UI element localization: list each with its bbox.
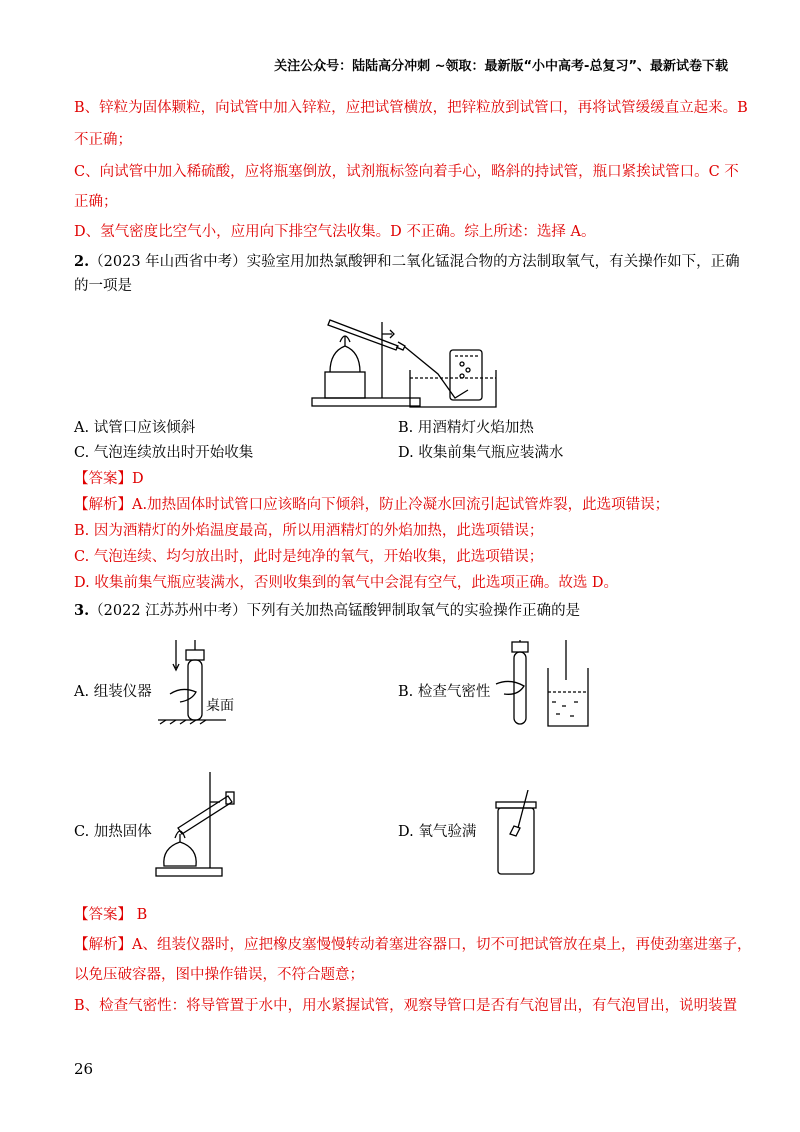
prev-analysis-b-line1: B、锌粒为固体颗粒，向试管中加入锌粒，应把试管横放，把锌粒放到试管口，再将试管缓缓直立起来。B xyxy=(74,100,748,116)
q3-figure-c-heating xyxy=(150,768,250,878)
q2-analysis-c: C. 气泡连续、均匀放出时，此时是纯净的氧气，开始收集，此选项错误； xyxy=(74,549,544,565)
answer-label: 【答案】 xyxy=(74,907,132,923)
answer-label: 【答案】 xyxy=(74,471,132,487)
q3-option-c: C. 加热固体 xyxy=(74,824,152,840)
q2-analysis-d: D. 收集前集气瓶应装满水，否则收集到的氧气中会混有空气，此选项正确。故选 D。 xyxy=(74,575,619,591)
page-header: 关注公众号：陆陆高分冲刺 ~领取：最新版“小中高考-总复习”、最新试卷下载 xyxy=(274,59,728,74)
q3-option-b: B. 检查气密性 xyxy=(398,684,491,700)
q2-apparatus-figure xyxy=(310,312,500,412)
q3-figure-b-airtight xyxy=(490,640,600,730)
q2-option-c: C. 气泡连续放出时开始收集 xyxy=(74,445,254,461)
page-number: 26 xyxy=(74,1060,94,1078)
q2-answer xyxy=(74,469,144,489)
prev-analysis-c-line1: C、向试管中加入稀硫酸，应将瓶塞倒放，试剂瓶标签向着手心，略斜的持试管，瓶口紧挨试管口。C 不 xyxy=(74,164,739,180)
q3-figure-a-label: 桌面 xyxy=(206,698,234,714)
q3-figure-a-assemble xyxy=(156,638,246,728)
q3-answer xyxy=(74,905,147,925)
analysis-label: 【解析】 xyxy=(74,497,132,513)
q3-analysis-a-line2: 以免压破容器，图中操作错误，不符合题意； xyxy=(74,967,364,983)
q2-analysis-b: B. 因为酒精灯的外焰温度最高，所以用酒精灯的外焰加热，此选项错误； xyxy=(74,523,544,539)
q3-option-d: D. 氧气验满 xyxy=(398,824,477,840)
q2-stem-text: （2023 年山西省中考）实验室用加热氯酸钾和二氧化锰混合物的方法制取氧气，有关操作如下，正确 xyxy=(89,254,740,270)
q2-option-b: B. 用酒精灯火焰加热 xyxy=(398,420,534,436)
q2-number: 2. xyxy=(74,253,90,270)
prev-analysis-c-line2: 正确； xyxy=(74,194,118,210)
q2-option-a: A. 试管口应该倾斜 xyxy=(74,420,196,436)
answer-value: B xyxy=(136,907,148,923)
q3-option-a: A. 组装仪器 xyxy=(74,684,152,700)
q3-analysis-a-line1: 【解析】A、组装仪器时，应把橡皮塞慢慢转动着塞进容器口，切不可把试管放在桌上，再使劲塞进塞子， xyxy=(74,937,752,953)
q2-stem-line1 xyxy=(74,252,740,272)
prev-analysis-d-line: D、氢气密度比空气小，应用向下排空气法收集。D 不正确。综上所述：选择 A。 xyxy=(74,224,596,240)
q3-stem xyxy=(74,601,580,621)
q3-analysis-b: B、检查气密性：将导管置于水中，用水紧握试管，观察导管口是否有气泡冒出，有气泡冒出，说明装置 xyxy=(74,998,738,1014)
answer-value: D xyxy=(132,471,144,487)
q3-stem-text: （2022 江苏苏州中考）下列有关加热高锰酸钾制取氧气的实验操作正确的是 xyxy=(89,603,581,619)
q3-figure-d-oxygen-test xyxy=(488,790,558,880)
analysis-label: 【解析】 xyxy=(74,937,132,953)
q2-option-d: D. 收集前集气瓶应装满水 xyxy=(398,445,564,461)
prev-analysis-b-line2: 不正确； xyxy=(74,132,132,148)
q3-number: 3. xyxy=(74,602,90,619)
q2-stem-line2: 的一项是 xyxy=(74,278,132,294)
q2-analysis-a: 【解析】A.加热固体时试管口应该略向下倾斜，防止冷凝水回流引起试管炸裂，此选项错误； xyxy=(74,497,670,513)
